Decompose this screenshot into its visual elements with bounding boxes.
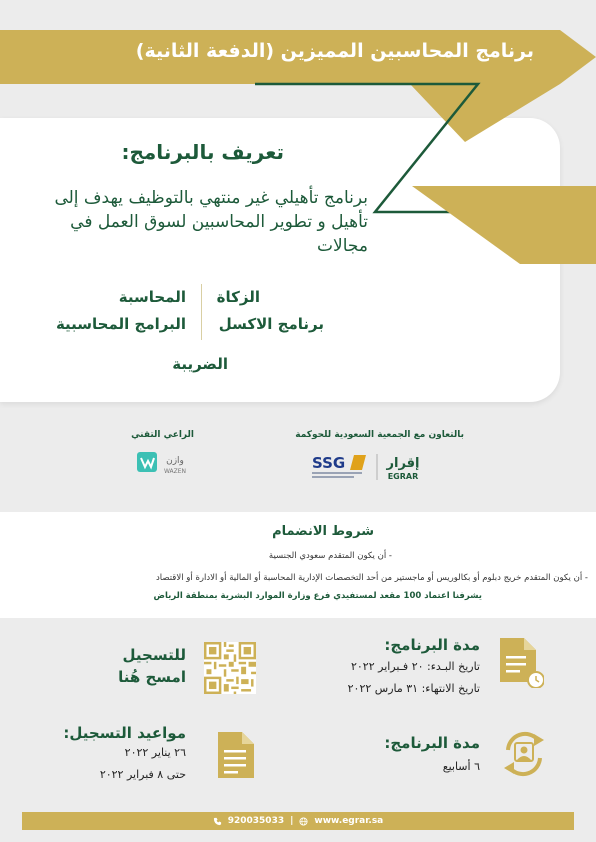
ssg-logo: [310, 452, 368, 480]
field-tax: الضريبة: [172, 355, 228, 373]
page-title: برنامج المحاسبين المميزين (الدفعة الثانية): [135, 40, 534, 62]
svg-text:EGRAR: EGRAR: [387, 472, 419, 481]
footer-separator: |: [290, 816, 294, 826]
condition-item: - أن يكون المتقدم خريج دبلوم أو بكالوريس أو ماجستير من أحد التخصصات الإدارية المحاسبة أو المالية أو الادارة أو الاقتصاد: [155, 573, 588, 583]
tech-sponsor-label: الراعي التقني: [131, 430, 194, 440]
conditions-title: شروط الانضمام: [272, 524, 374, 539]
intro-heading: تعريف بالبرنامج:: [121, 140, 284, 164]
wazen-logo: [137, 450, 191, 478]
cooperation-label: بالتعاون مع الجمعية السعودية للحوكمة: [295, 430, 464, 440]
footer-bar: [22, 812, 574, 830]
footer-website[interactable]: www.egrar.sa: [314, 816, 384, 826]
registration-to: حتى ٨ فبراير ٢٠٢٢: [99, 768, 186, 781]
globe-icon: [299, 817, 308, 826]
condition-item: - أن يكون المتقدم سعودي الجنسية: [268, 551, 392, 561]
field-excel: برنامج الاكسل: [218, 315, 324, 333]
egrar-logo: [375, 450, 427, 484]
document-clock-icon: [496, 636, 544, 688]
field-zakat: الزكاة: [216, 288, 260, 306]
program-end-date: تاريخ الانتهاء: ٣١ مارس ٢٠٢٢: [347, 682, 480, 695]
svg-text:WAZEN: WAZEN: [163, 468, 187, 475]
program-dates-title: مدة البرنامج:: [384, 636, 480, 654]
qr-code-icon[interactable]: [204, 642, 256, 694]
svg-text:وازن: وازن: [166, 456, 184, 466]
refresh-person-icon: [500, 728, 548, 780]
registration-title: مواعيد التسجيل:: [63, 724, 186, 742]
program-start-date: تاريخ البـدء: ٢٠ فـبراير ٢٠٢٢: [350, 660, 480, 673]
field-accounting: المحاسبة: [118, 288, 186, 306]
program-duration-value: ٦ أسابيع: [442, 760, 480, 773]
accreditation-note: يشرفنا اعتماد 100 مقعد لمستفيدي فرع وزارة الموارد البشرية بمنطقة الرياض: [153, 591, 482, 601]
intro-body: برنامج تأهيلي غير منتهي بالتوظيف يهدف إلى تأهيل و تطوير المحاسبين لسوق العمل في مجالات: [54, 188, 368, 256]
svg-text:SSG: SSG: [312, 454, 346, 472]
qr-scan-label: امسح هُنا: [118, 668, 186, 686]
footer-phone[interactable]: 920035033: [227, 816, 285, 826]
registration-from: ٢٦ يناير ٢٠٢٢: [124, 746, 186, 759]
field-accounting-software: البرامج المحاسبية: [55, 315, 186, 333]
document-icon: [212, 730, 260, 782]
program-duration-title: مدة البرنامج:: [384, 734, 480, 752]
fields-divider: [201, 284, 202, 340]
svg-text:إقرار: إقرار: [386, 456, 420, 471]
phone-icon: [213, 817, 222, 826]
qr-register-label: للتسجيل: [122, 646, 186, 664]
